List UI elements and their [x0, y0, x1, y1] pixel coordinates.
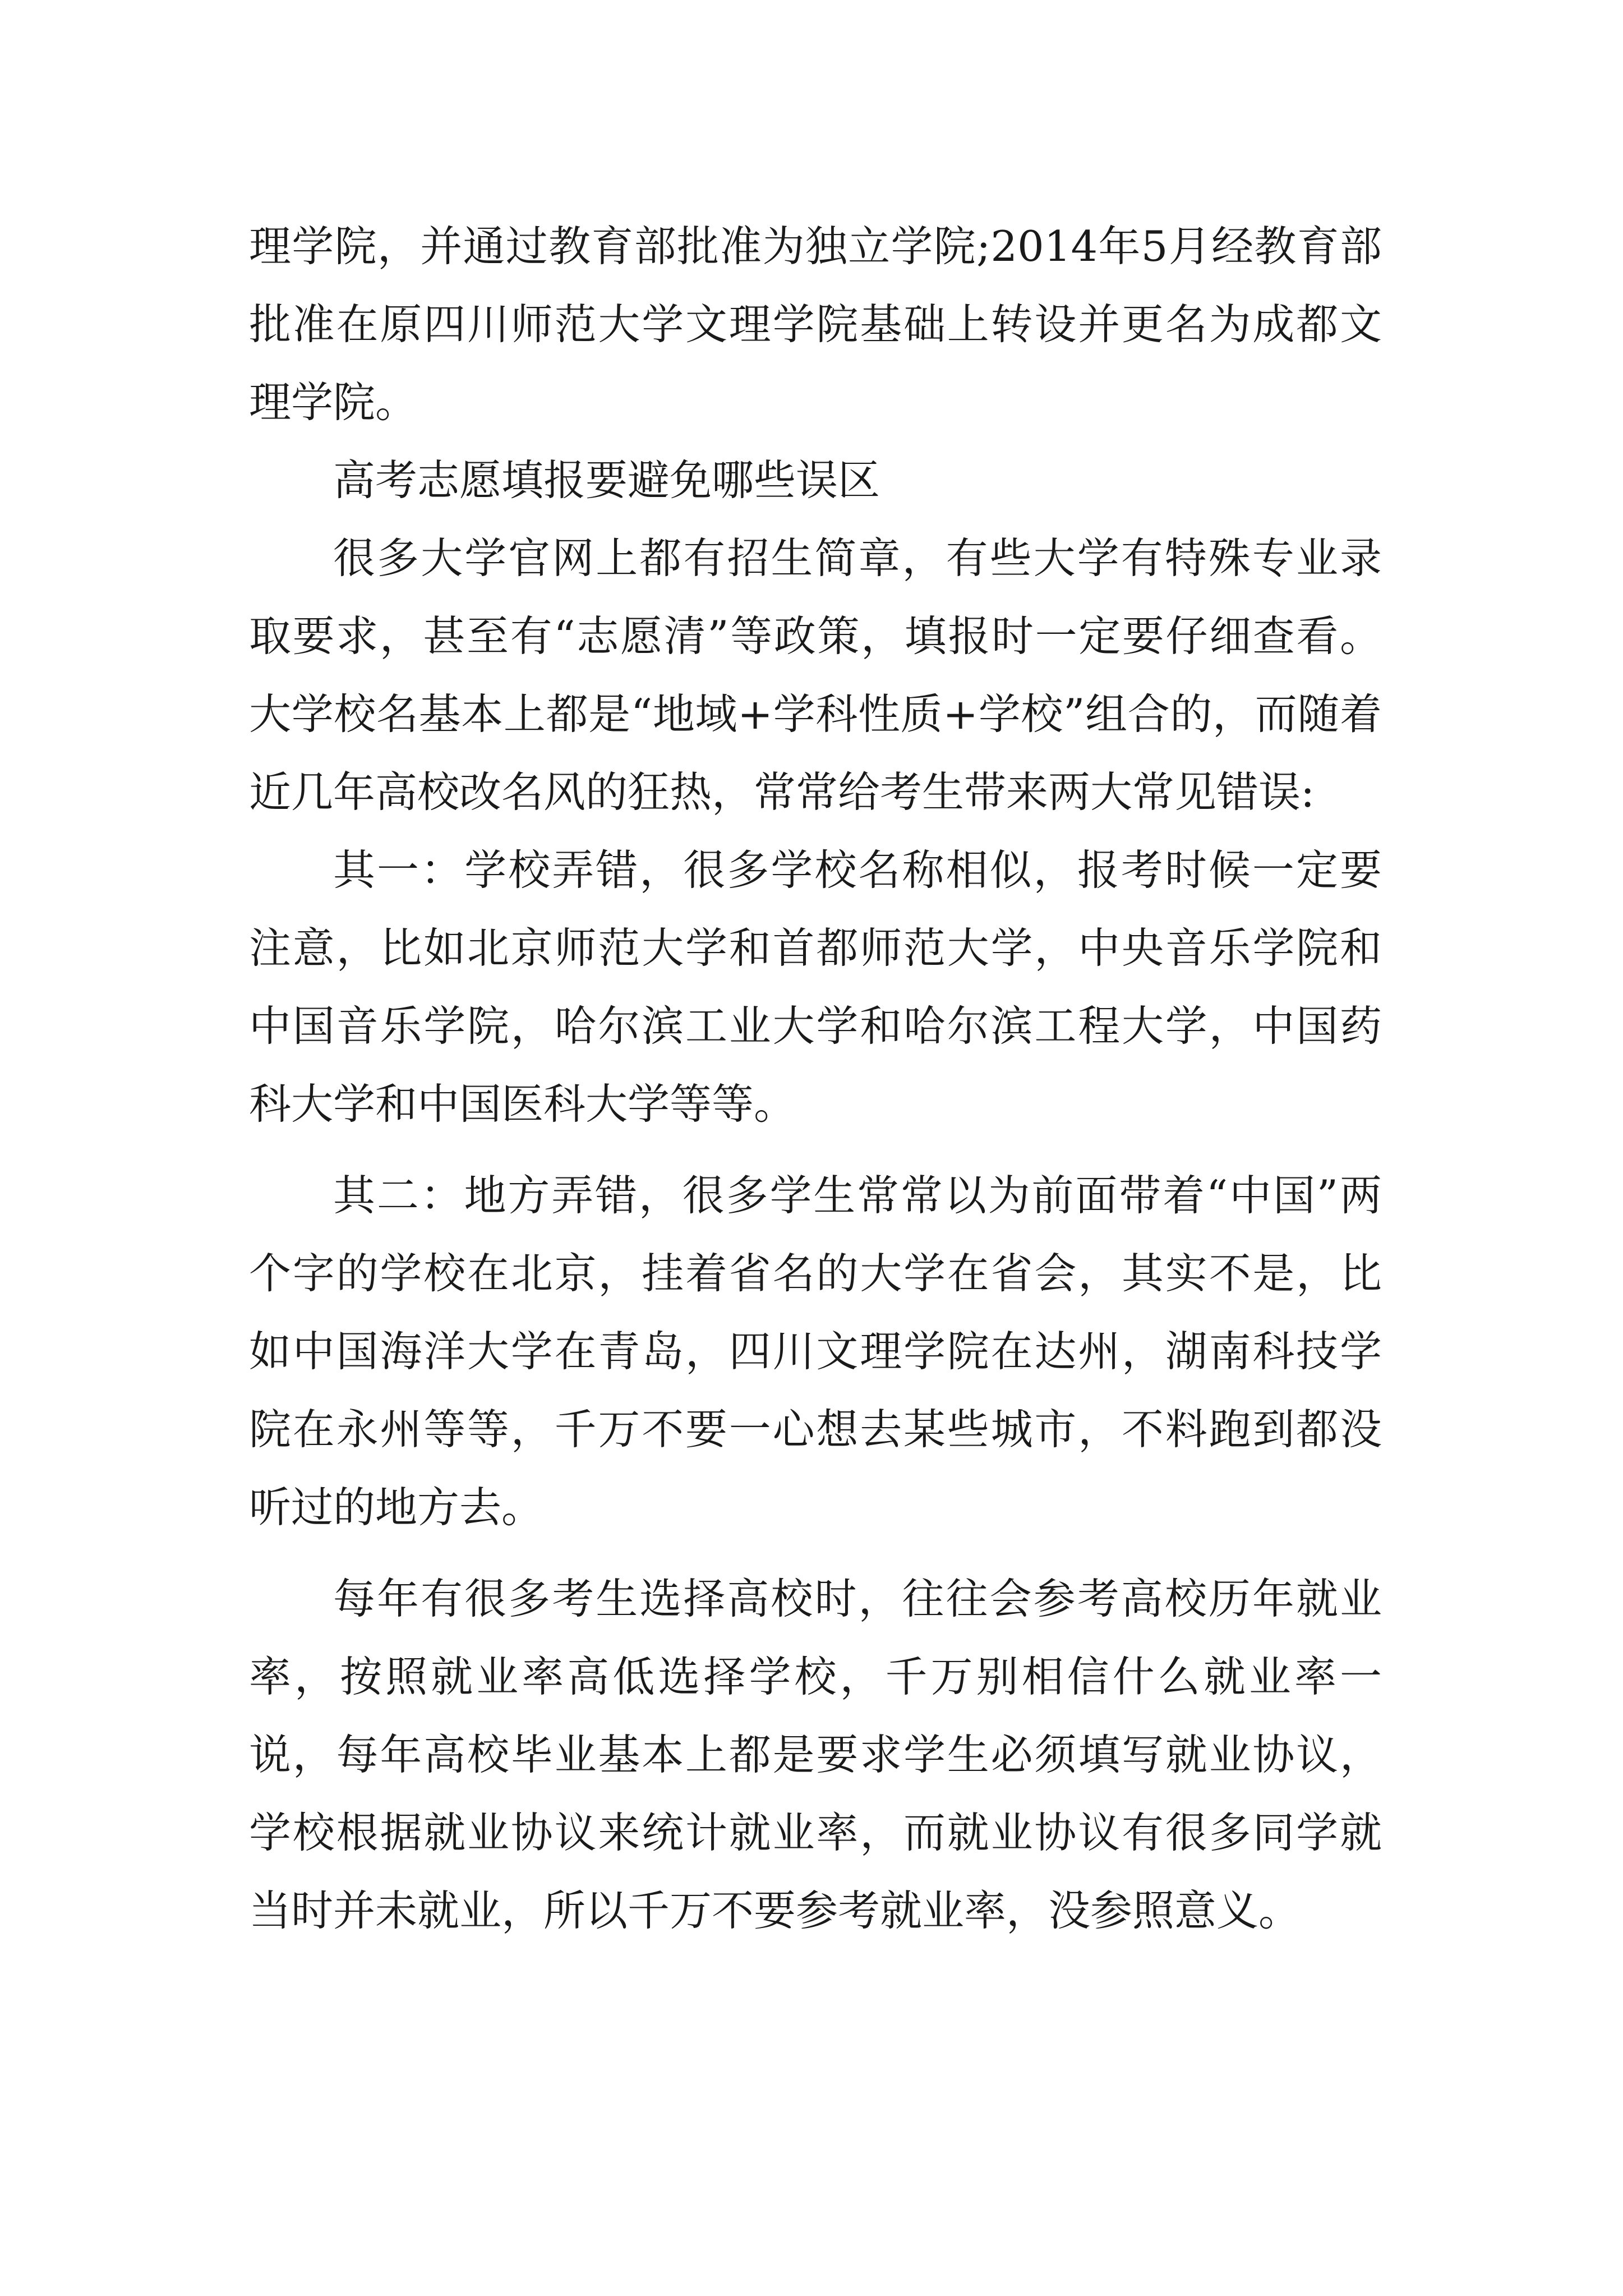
paragraph-continuation: 理学院，并通过教育部批准为独立学院;2014年5月经教育部批准在原四川师范大学文理学院基础上转设并更名为成都文理学院。: [249, 222, 1382, 427]
paragraph-mistake-one: 其一：学校弄错，很多学校名称相似，报考时候一定要注意，比如北京师范大学和首都师范大学，中央音乐学院和中国音乐学院，哈尔滨工业大学和哈尔滨工程大学，中国药科大学和中国医科大学等等。: [249, 845, 1382, 1129]
paragraph-employment-rate: 每年有很多考生选择高校时，往往会参考高校历年就业率，按照就业率高低选择学校，千万别相信什么就业率一说，每年高校毕业基本上都是要求学生必须填写就业协议，学校根据就业协议来统计就业率，而就业协议有很多同学就当时并未就业，所以千万不要参考就业率，没参照意义。: [249, 1574, 1382, 1935]
paragraph-mistake-two: 其二：地方弄错，很多学生常常以为前面带着“中国”两个字的学校在北京，挂着省名的大学在省会，其实不是，比如中国海洋大学在青岛，四川文理学院在达州，湖南科技学院在永州等等，千万不要一心想去某些城市，不料跑到都没听过的地方去。: [249, 1171, 1382, 1532]
document-body: [249, 208, 1382, 1950]
section-heading: 高考志愿填报要避免哪些误区: [333, 455, 880, 505]
paragraph-intro: 很多大学官网上都有招生简章，有些大学有特殊专业录取要求，甚至有“志愿清”等政策，填报时一定要仔细查看。大学校名基本上都是“地域+学科性质+学校”组合的，而随着近几年高校改名风的狂热，常常给考生带来两大常见错误:: [249, 533, 1382, 817]
